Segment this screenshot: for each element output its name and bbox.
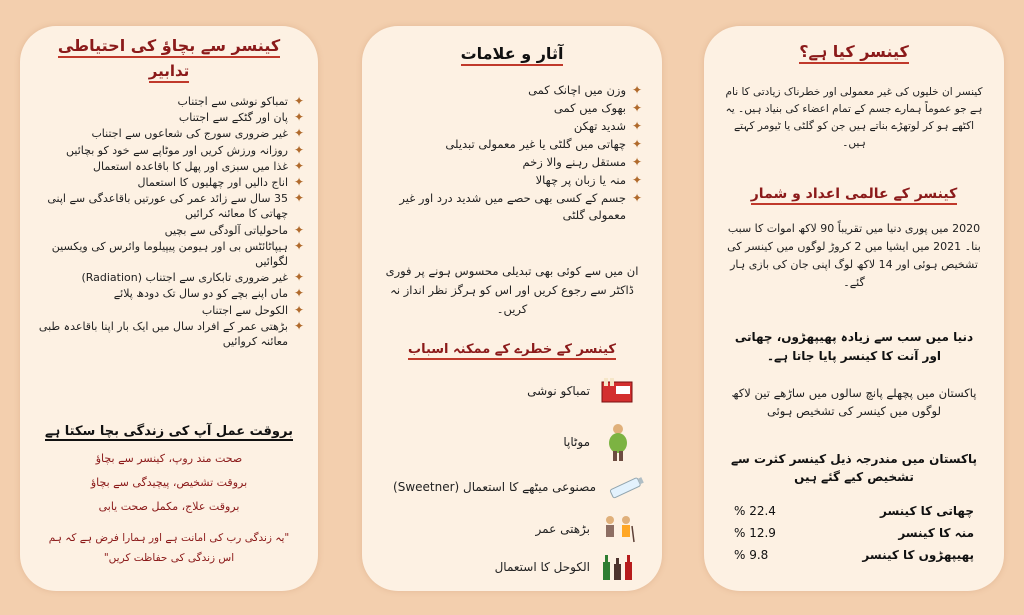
list-item: ✦ منہ یا زبان پر چھالا	[535, 173, 642, 187]
cigarette-pack-icon	[598, 376, 638, 406]
table-row	[734, 500, 974, 522]
sweetener-tube-icon	[604, 472, 648, 502]
prevention-title	[20, 36, 318, 58]
list-item: ✦ ہیپاٹائٹس بی اور ہیومن پیپیلوما وائرس کی ویکسین لگوائیں	[51, 238, 304, 269]
list-item: ✦ بڑھتی عمر کے افراد سال میں ایک بار اپنا باقاعدہ طبی معائنہ کروائیں	[38, 318, 304, 349]
timely-action-subtitle: بروقت عمل آپ کی زندگی بچا سکتا ہے	[45, 424, 293, 439]
cause-item	[393, 472, 648, 502]
what-is-cancer-panel	[704, 26, 1004, 591]
star-bullet-icon: ✦	[293, 110, 304, 125]
list-item: ✦ غیر ضروری تابکاری سے اجتناب (Radiation)	[81, 270, 304, 285]
pakistan-fact: پاکستان میں پچھلے پانچ سالوں میں ساڑھے تین لاکھ لوگوں میں کینسر کی تشخیص ہوئی	[731, 386, 977, 418]
star-bullet-icon: ✦	[631, 173, 642, 187]
symptoms-title: آثار و علامات	[362, 44, 662, 66]
star-bullet-icon: ✦	[293, 142, 304, 157]
star-bullet-icon: ✦	[631, 83, 642, 97]
list-item: ✦ ماں اپنے بچے کو دو سال تک دودھ پلائے	[113, 286, 304, 301]
list-item: ✦ پان اور گٹکے سے اجتناب	[178, 110, 304, 125]
prevention-title-line2: تدابیر	[20, 62, 318, 83]
quote-line2: اس زندگی کی حفاظت کریں"	[103, 552, 235, 564]
quote-line1: "یہ زندگی رب کی امانت ہے اور ہمارا فرض ہے کہ ہم	[48, 532, 290, 544]
cause-item	[527, 376, 638, 406]
star-bullet-icon: ✦	[631, 155, 642, 169]
list-item: ✦ ماحولیاتی آلودگی سے بچیں	[164, 222, 304, 237]
table-row	[734, 522, 974, 544]
list-item: ✦ غذا میں سبزی اور پھل کا باقاعدہ استعمال	[93, 158, 304, 173]
list-item: ✦ چھاتی میں گلٹی یا غیر معمولی تبدیلی	[445, 137, 642, 151]
overweight-person-icon	[598, 422, 638, 462]
prevention-title-line1: کینسر سے بچاؤ کی احتیاطی	[58, 36, 280, 58]
cancer-percent: % 9.8	[734, 548, 769, 562]
slogan-line: بروقت تشخیص، پیچیدگی سے بچاؤ	[90, 476, 248, 489]
cause-label: موٹاپا	[563, 435, 590, 449]
list-item: ✦ غیر ضروری سورج کی شعاعوں سے اجتناب	[91, 126, 304, 141]
cause-label: بڑھتی عمر	[535, 522, 590, 536]
list-item: ✦ 35 سال سے زائد عمر کی عورتیں باقاعدگی سے اپنی چھاتی کا معائنہ کرائیں	[47, 191, 304, 221]
table-title: پاکستان میں مندرجہ ذیل کینسر کثرت سے تشخیص کیے گئے ہیں	[731, 452, 977, 484]
star-bullet-icon: ✦	[293, 191, 304, 206]
cause-label: تمباکو نوشی	[527, 384, 590, 398]
star-bullet-icon: ✦	[631, 137, 642, 151]
star-bullet-icon: ✦	[293, 126, 304, 141]
list-item: ✦ الکوحل سے اجتناب	[201, 302, 304, 317]
star-bullet-icon: ✦	[293, 302, 304, 317]
stats-text: 2020 میں پوری دنیا میں تقریباً 90 لاکھ اموات کا سبب بنا۔ 2021 میں ایشیا میں 2 کروڑ لوگوں میں کینسر کی تشخیص ہوئی اور 14 لاکھ لوگ اپنی جان کی بازی ہار گئے۔	[727, 222, 981, 289]
star-bullet-icon: ✦	[293, 270, 304, 285]
cause-item	[495, 552, 638, 582]
star-bullet-icon: ✦	[293, 318, 304, 333]
symptoms-list	[382, 82, 642, 225]
causes-title: کینسر کے خطرے کے ممکنہ اسباب	[362, 342, 662, 360]
star-bullet-icon: ✦	[293, 286, 304, 301]
intro-text: کینسر ان خلیوں کی غیر معمولی اور خطرناک زیادتی کا نام ہے جو عموماً ہمارے جسم کے تمام اعضاء کی بنیاد ہیں۔ یہ اکٹھے ہو کر لوتھڑے بناتے ہیں جن کو گلٹی یا ٹیومر کہتے ہیں۔	[725, 86, 983, 149]
list-item: ✦ وزن میں اچانک کمی	[528, 83, 642, 97]
list-item: ✦ بھوک میں کمی	[553, 101, 642, 115]
cancer-percent: % 12.9	[734, 526, 776, 540]
elderly-couple-icon	[598, 514, 638, 544]
list-item: ✦ شدید تھکن	[573, 119, 642, 133]
cancer-percent: % 22.4	[734, 504, 776, 518]
cancer-name: چھاتی کا کینسر	[879, 504, 974, 518]
cause-label: الکوحل کا استعمال	[494, 560, 590, 574]
star-bullet-icon: ✦	[293, 175, 304, 190]
slogan-line: بروقت علاج، مکمل صحت یابی	[98, 500, 240, 513]
cancer-name: منہ کا کینسر	[898, 526, 974, 540]
what-is-cancer-title: کینسر کیا ہے؟	[704, 42, 1004, 64]
advice-text: ان میں سے کوئی بھی تبدیلی محسوس ہونے پر فوری ڈاکٹر سے رجوع کریں اور اس کو ہرگز نظر انداز نہ کریں۔	[385, 264, 639, 316]
star-bullet-icon: ✦	[631, 191, 642, 205]
world-fact: دنیا میں سب سے زیادہ پھیپھڑوں، چھاتی اور آنت کا کینسر پایا جاتا ہے۔	[734, 330, 974, 363]
star-bullet-icon: ✦	[293, 222, 304, 237]
slogan-line: صحت مند روپ، کینسر سے بچاؤ	[95, 452, 243, 465]
star-bullet-icon: ✦	[631, 101, 642, 115]
star-bullet-icon: ✦	[293, 158, 304, 173]
table-row	[734, 544, 974, 566]
prevention-panel	[20, 26, 318, 591]
prevention-list	[34, 94, 304, 350]
cause-label: مصنوعی میٹھے کا استعمال (Sweetner)	[393, 480, 596, 494]
list-item: ✦ جسم کے کسی بھی حصے میں شدید درد اور غیر معمولی گلٹی	[399, 191, 642, 222]
list-item: ✦ مستقل رہنے والا زخم	[522, 155, 642, 169]
cause-item	[536, 514, 638, 544]
symptoms-panel	[362, 26, 662, 591]
star-bullet-icon: ✦	[293, 238, 304, 253]
stats-title: کینسر کے عالمی اعداد و شمار	[704, 186, 1004, 205]
cause-item	[563, 422, 638, 462]
list-item: ✦ اناج دالیں اور چھلیوں کا استعمال	[137, 175, 304, 190]
star-bullet-icon: ✦	[631, 119, 642, 133]
star-bullet-icon: ✦	[293, 94, 304, 108]
bottles-icon	[598, 552, 638, 582]
cancer-name: پھیپھڑوں کا کینسر	[862, 548, 974, 562]
list-item: ✦ تمباکو نوشی سے اجتناب	[177, 94, 304, 108]
cancer-stats-table	[734, 500, 974, 566]
list-item: ✦ روزانہ ورزش کریں اور موٹاپے سے خود کو بچائیں	[66, 142, 304, 157]
